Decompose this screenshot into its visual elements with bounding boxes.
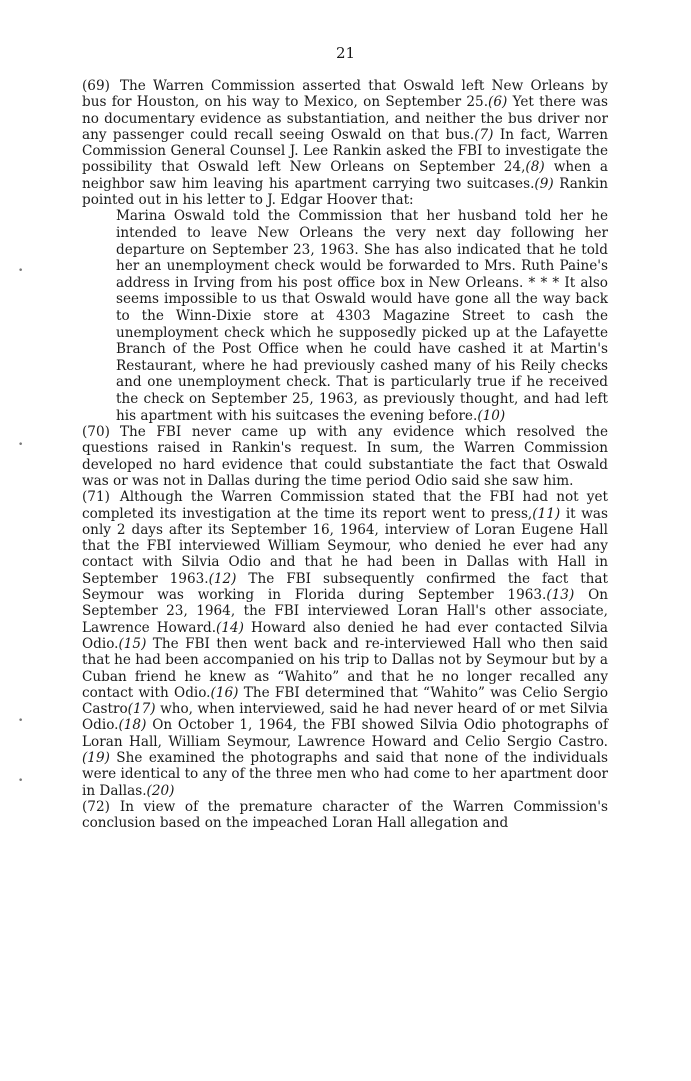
text-run: The FBI subsequently confirmed the fact that Seymour was working in Florida during September 1963. xyxy=(82,570,608,604)
margin-mark: • xyxy=(18,440,24,450)
page-number: 21 xyxy=(335,44,356,62)
text-run: She examined the photographs and said that none of the individuals were identical to any of the three men who had come to her apartment door in Dallas. xyxy=(82,750,609,799)
footnote-ref: (6) xyxy=(488,94,508,111)
text-run: The FBI determined that “Wahito” was Celio Sergio Castro xyxy=(82,684,609,718)
margin-mark: • xyxy=(18,776,24,786)
body-text xyxy=(82,78,608,832)
text-run: On October 1, 1964, the FBI showed Silvia Odio photographs of Loran Hall, William Seymour, Lawrence Howard and Celio Sergio Castro. xyxy=(82,717,608,750)
paragraph-70 xyxy=(82,424,608,489)
footnote-ref: (12) xyxy=(208,570,237,587)
footnote-ref: (16) xyxy=(210,684,239,701)
text-run: Howard also denied he had ever contacted Silvia Odio. xyxy=(82,619,608,652)
footnote-ref: (10) xyxy=(477,407,506,424)
footnote-ref: (14) xyxy=(216,619,244,636)
paragraph-number: (72) xyxy=(82,798,110,815)
footnote-ref: (9) xyxy=(534,175,554,192)
text-run: The FBI then went back and re-interviewed Hall who then said that he had been accompanied on his trip to Dallas not by Seymour but by a Cuban friend he knew as “Wahito” and that he no longer recalled any contact with Odio. xyxy=(82,635,608,701)
footnote-ref: (8) xyxy=(525,159,545,176)
text-run: Marina Oswald told the Commission that her husband told her he intended to leave New Orleans the very next day following her departure on September 23, 1963. She has also indicated that he told her an unemployment check would be forwarded to Mrs. Ruth Paine's address in Irving from his post office box in New Orleans. * * * It also seems impossible to us that Oswald would have gone all the way back to the Winn-Dixie store at 4303 Magazine Street to cash the unemployment check which he supposedly picked up at the Lafayette Branch of the Post Office when he could have cashed it at Martin's Restaurant, where he had previously cashed many of his Reily checks and one unemployment check. That is particularly true if he received the check on September 25, 1963, as previously thought, and had left his apartment with his suitcases the evening before. xyxy=(116,208,608,424)
footnote-ref: (17) xyxy=(127,701,156,718)
margin-mark: • xyxy=(18,266,24,276)
footnote-ref: (18) xyxy=(118,717,147,734)
footnote-ref: (15) xyxy=(118,635,147,652)
paragraph-number: (70) xyxy=(82,424,110,441)
footnote-ref: (20) xyxy=(146,782,175,799)
margin-mark: • xyxy=(18,716,24,726)
text-run: who, when interviewed, said he had never heard of or met Silvia Odio. xyxy=(82,701,608,734)
paragraph-72 xyxy=(82,799,608,832)
footnote-ref: (19) xyxy=(82,750,110,767)
footnote-ref: (11) xyxy=(532,505,561,522)
text-run: Yet there was no documentary evidence as substantiation, and neither the bus driver nor any passenger could recall seeing Oswald on that bus. xyxy=(82,94,608,143)
text-run: In view of the premature character of the Warren Commission's conclusion based on the impeached Loran Hall allegation and xyxy=(82,798,608,832)
text-run: The FBI never came up with any evidence which resolved the questions raised in Rankin's request. In sum, the Warren Commission developed no hard evidence that could substantiate the fact that Oswald was or was not in Dallas during the time period Odio said she saw him. xyxy=(82,424,608,489)
text-run: Rankin pointed out in his letter to J. Edgar Hoover that: xyxy=(82,175,608,209)
text-run: Although the Warren Commission stated that the FBI had not yet completed its investigation at the time its report went to press, xyxy=(82,489,608,522)
paragraph-69 xyxy=(82,78,608,208)
text-run: On September 23, 1964, the FBI interviewed Loran Hall's other associate, Lawrence Howard. xyxy=(82,587,608,636)
text-run: The Warren Commission asserted that Oswald left New Orleans by bus for Houston, on his way to Mexico, on September 25. xyxy=(82,78,608,111)
block-quote xyxy=(116,208,608,424)
text-run: when a neighbor saw him leaving his apartment carrying two suitcases. xyxy=(82,159,608,192)
footnote-ref: (7) xyxy=(474,126,494,143)
paragraph-number: (69) xyxy=(82,78,110,94)
footnote-ref: (13) xyxy=(546,587,575,604)
text-run: In fact, Warren Commission General Counsel J. Lee Rankin asked the FBI to investigate the possibility that Oswald left New Orleans on September 24, xyxy=(82,126,608,176)
text-run: it was only 2 days after its September 16, 1964, interview of Loran Eugene Hall that the FBI interviewed William Seymour, who denied he ever had any contact with Silvia Odio and that he had been in Dallas with Hall in September 1963. xyxy=(82,505,608,587)
paragraph-number: (71) xyxy=(82,489,110,506)
paragraph-71 xyxy=(82,489,608,799)
